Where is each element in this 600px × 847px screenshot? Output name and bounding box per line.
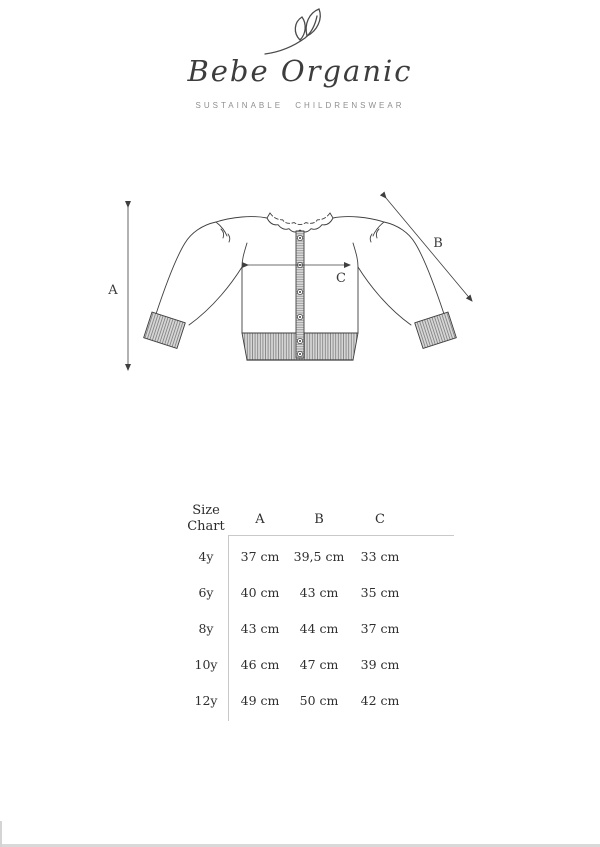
table-row <box>174 538 414 574</box>
page-left-edge <box>0 821 2 847</box>
table-row <box>174 574 414 610</box>
measure-label-a: A <box>108 283 118 298</box>
row-size-label: 12y <box>194 692 218 708</box>
cell-b: 39,5 cm <box>293 548 345 564</box>
table-header-row <box>174 501 414 537</box>
row-size-label: 4y <box>198 548 214 564</box>
size-chart-table <box>174 501 414 718</box>
table-title-line1: Size <box>192 503 220 518</box>
cell-c: 33 cm <box>360 548 400 564</box>
cell-c: 42 cm <box>360 692 400 708</box>
brand-wordmark: Bebe Organic <box>187 54 413 88</box>
cell-a: 43 cm <box>240 620 280 636</box>
measure-label-c: C <box>336 271 346 286</box>
cell-a: 37 cm <box>240 548 280 564</box>
cell-a: 40 cm <box>240 584 280 600</box>
cell-b: 43 cm <box>299 584 339 600</box>
table-row <box>174 646 414 682</box>
table-row <box>174 610 414 646</box>
brand-tagline: SUSTAINABLE CHILDRENSWEAR <box>195 101 405 110</box>
row-size-label: 10y <box>194 656 218 672</box>
cell-b: 50 cm <box>299 692 339 708</box>
row-size-label: 6y <box>198 584 214 600</box>
column-header-c: C <box>375 511 385 527</box>
cell-b: 47 cm <box>299 656 339 672</box>
column-header-a: A <box>255 511 265 527</box>
table-title <box>174 503 238 535</box>
table-row <box>174 682 414 718</box>
cell-a: 46 cm <box>240 656 280 672</box>
measure-label-b: B <box>433 236 443 251</box>
row-size-label: 8y <box>198 620 214 636</box>
cell-b: 44 cm <box>299 620 339 636</box>
cell-c: 37 cm <box>360 620 400 636</box>
cell-a: 49 cm <box>240 692 280 708</box>
table-title-line2: Chart <box>187 519 225 534</box>
cell-c: 39 cm <box>360 656 400 672</box>
cell-c: 35 cm <box>360 584 400 600</box>
column-header-b: B <box>314 511 324 527</box>
